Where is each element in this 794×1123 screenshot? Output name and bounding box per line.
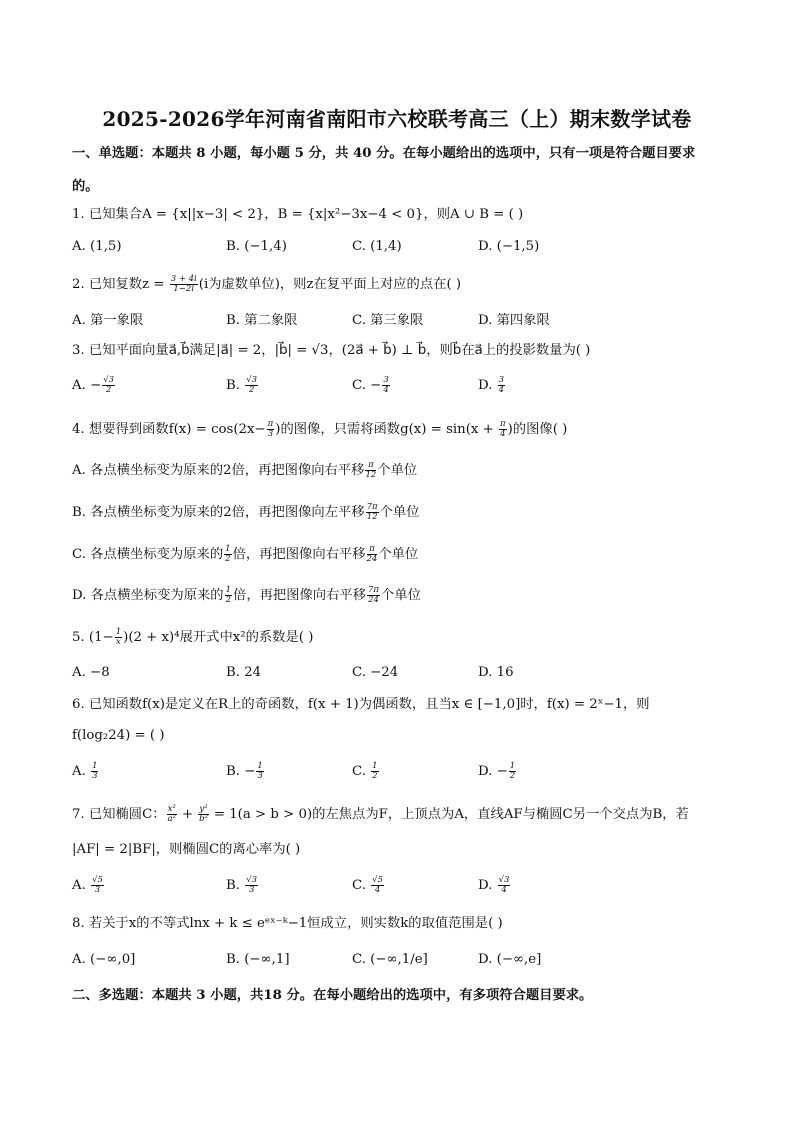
page-title: 2025-2026学年河南省南阳市六校联考高三（上）期末数学试卷 [102, 107, 692, 131]
question-3-stem: 3. 已知平面向量a⃗,b⃗满足|a⃗| = 2，|b⃗| = √3，(2a⃗ + b⃗) ⊥ b⃗，则b⃗在a⃗上的投影数量为( ) [72, 343, 591, 358]
q6-c-den: 2 [372, 771, 378, 781]
question-7-stem-line1 [72, 805, 732, 825]
question-6-stem-line2: f(log₂24) = ( ) [72, 728, 165, 743]
q7-stem-b: + [177, 807, 198, 822]
q5-frac-den: x [116, 637, 121, 647]
q3-b-label: B. [226, 378, 245, 393]
q6-c-frac [371, 762, 378, 781]
q2-option-a: A. 第一象限 [72, 313, 144, 328]
question-2-stem [72, 275, 732, 295]
q3-option-b [226, 376, 259, 396]
q6-option-b [226, 762, 265, 782]
q4-option-d [72, 586, 732, 606]
q3-d-num: 3 [498, 375, 505, 385]
q4-c-half-den: 2 [225, 554, 231, 564]
q3-c-label: C. [352, 378, 371, 393]
q7-stem-c: = 1(a > b > 0)的左焦点为F，上顶点为A，直线AF与椭圆C另一个交点为B，若 [209, 807, 689, 822]
q5-option-d: D. 16 [478, 665, 514, 680]
q7-b-den: 3 [248, 885, 255, 895]
q4-option-a [72, 461, 732, 481]
q3-a-sign: − [90, 378, 102, 393]
q4-d-post: 个单位 [381, 588, 421, 603]
q3-a-label: A. [72, 378, 91, 393]
q2-fraction [170, 275, 198, 294]
q2-frac-den: 1−2i [173, 284, 195, 294]
q2-option-c: C. 第三象限 [352, 313, 424, 328]
q5-stem-a: 5. (1− [72, 630, 114, 645]
q4-a-den: 12 [365, 470, 377, 480]
q7-frac-x [167, 805, 177, 824]
q6-a-frac [91, 762, 98, 781]
q6-c-num: 1 [372, 761, 378, 771]
q7-frac-y [198, 805, 208, 824]
q4-d-half-den: 2 [225, 595, 232, 605]
q3-c-den: 4 [383, 385, 389, 395]
q4-b-frac [366, 503, 379, 522]
q6-b-frac [256, 762, 263, 781]
q7-option-b [226, 876, 259, 896]
section-1-instructions: 一、单选题：本题共 8 小题，每小题 5 分，共 40 分。在每小题给出的选项中，只有一项是符合题目要求 [72, 146, 696, 161]
q7-a-den: 3 [94, 885, 101, 895]
q3-b-num: √3 [246, 375, 258, 385]
q7-option-a [72, 876, 105, 896]
q6-d-num: 1 [509, 761, 516, 771]
q7-stem-a: 7. 已知椭圆C： [72, 807, 166, 822]
q7-option-c [352, 876, 385, 896]
q4-stem-b: )的图像，只需将函数g(x) = sin(x + [275, 422, 499, 437]
q7-d-den: 4 [501, 885, 507, 895]
q6-d-frac [509, 762, 516, 781]
q4-a-num: π [365, 461, 376, 471]
q4-d-den: 24 [368, 595, 379, 605]
question-4-stem [72, 420, 732, 440]
q4-b-num: 7π [366, 502, 378, 512]
q4-a-frac [365, 461, 376, 480]
q2-frac-num: 3 + 4i [170, 274, 197, 284]
question-6-stem-line1: 6. 已知函数f(x)是定义在R上的奇函数，f(x + 1)为偶函数，且当x ∈ [−1,0]时，f(x) = 2ˣ−1，则 [72, 697, 650, 712]
q5-option-c: C. −24 [352, 665, 399, 680]
question-5-stem [72, 628, 732, 648]
q5-frac [115, 628, 122, 647]
q8-option-b: B. (−∞,1] [226, 952, 290, 967]
q4-option-c [72, 545, 732, 565]
question-7-stem-line2: |AF| = 2|BF|，则椭圆C的离心率为( ) [72, 842, 301, 857]
q5-stem-b: )(2 + x)⁴展开式中x²的系数是( ) [123, 630, 314, 645]
q6-option-c [352, 762, 380, 782]
q4-c-half-num: 1 [225, 544, 231, 554]
q4-stem-a: 4. 想要得到函数f(x) = cos(2x− [72, 422, 266, 437]
q4-b-den: 12 [366, 512, 378, 522]
q4-c-pre: C. 各点横坐标变为原来的 [72, 547, 224, 562]
q1-option-a: A. (1,5) [72, 239, 122, 254]
q1-option-c: C. (1,4) [352, 239, 402, 254]
q7-frac-y-num: y² [199, 804, 208, 814]
q4-c-den: 24 [366, 554, 378, 564]
q3-option-c [352, 376, 391, 396]
q1-option-b: B. (−1,4) [226, 239, 287, 254]
q6-b-sign: − [244, 764, 256, 779]
q4-c-mid: 倍，再把图像向右平移 [232, 547, 366, 562]
q4-c-half [224, 545, 231, 564]
q6-a-label: A. [72, 764, 91, 779]
section-2-instructions: 二、多选题：本题共 3 小题，共18 分。在每小题给出的选项中，有多项符合题目要求。 [72, 988, 593, 1003]
q3-a-den: 2 [105, 385, 112, 395]
q6-c-label: C. [352, 764, 371, 779]
q8-option-d: D. (−∞,e] [478, 952, 542, 967]
question-1-stem: 1. 已知集合A = {x||x−3| < 2}，B = {x|x²−3x−4 < 0}，则A ∪ B = ( ) [72, 207, 524, 222]
q7-a-label: A. [72, 878, 91, 893]
q4-frac1-num: π [267, 419, 274, 429]
q4-d-mid: 倍，再把图像向右平移 [233, 588, 366, 603]
q4-d-num: 7π [368, 585, 379, 595]
q4-c-num: π [367, 545, 378, 555]
q2-stem-text-2: (i为虚数单位)，则z在复平面上对应的点在( ) [198, 277, 462, 292]
q3-d-frac [498, 376, 505, 395]
q6-d-den: 2 [509, 771, 516, 781]
q1-option-d: D. (−1,5) [478, 239, 540, 254]
q7-frac-x-num: x² [167, 804, 176, 814]
q6-option-a [72, 762, 99, 782]
q7-c-frac [371, 876, 384, 895]
q7-c-num: √5 [372, 875, 383, 885]
q7-b-num: √3 [246, 875, 258, 885]
q6-option-d [478, 762, 517, 782]
q4-frac2-den: 4 [500, 429, 506, 439]
q4-a-post: 个单位 [377, 463, 418, 478]
q7-c-den: 4 [374, 885, 381, 895]
q7-c-label: C. [352, 878, 371, 893]
q4-d-half-num: 1 [225, 585, 232, 595]
q3-option-a [72, 376, 116, 396]
q4-c-post: 个单位 [378, 547, 419, 562]
q4-a-pre: A. 各点横坐标变为原来的2倍，再把图像向右平移 [72, 463, 365, 478]
q3-d-den: 4 [498, 385, 505, 395]
q6-b-label: B. [226, 764, 245, 779]
q7-option-d [478, 876, 511, 896]
q3-d-label: D. [478, 378, 497, 393]
q4-b-pre: B. 各点横坐标变为原来的2倍，再把图像向左平移 [72, 505, 365, 520]
q4-d-half [225, 586, 232, 605]
q4-frac2-num: π [500, 419, 506, 429]
q3-c-num: 3 [383, 375, 389, 385]
section-1-instructions-cont: 的。 [72, 179, 99, 194]
q4-frac-2 [499, 420, 507, 439]
q7-a-frac [91, 876, 104, 895]
q3-b-den: 2 [248, 385, 255, 395]
q2-option-b: B. 第二象限 [226, 313, 298, 328]
q7-frac-x-den: a² [167, 814, 176, 824]
q7-d-num: √3 [498, 875, 510, 885]
q4-frac-1 [267, 420, 275, 439]
q6-d-sign: − [496, 764, 508, 779]
q5-option-a: A. −8 [72, 665, 110, 680]
q4-option-b [72, 503, 732, 523]
q7-a-num: √5 [92, 875, 103, 885]
q6-a-num: 1 [92, 761, 98, 771]
q7-frac-y-den: b² [199, 814, 208, 824]
q2-stem-text: 2. 已知复数z = [72, 277, 169, 292]
q6-b-den: 3 [257, 771, 263, 781]
q4-d-pre: D. 各点横坐标变为原来的 [72, 588, 224, 603]
q7-d-label: D. [478, 878, 497, 893]
q4-c-frac [367, 545, 378, 564]
q3-a-num: √3 [103, 375, 115, 385]
q4-d-frac [367, 586, 380, 605]
q4-b-post: 个单位 [379, 505, 420, 520]
q5-option-b: B. 24 [226, 665, 262, 680]
q6-b-num: 1 [257, 761, 263, 771]
q2-option-d: D. 第四象限 [478, 313, 550, 328]
q3-c-frac [382, 376, 389, 395]
q3-option-d [478, 376, 506, 396]
q6-a-den: 3 [92, 771, 98, 781]
q3-c-sign: − [370, 378, 382, 393]
q4-frac1-den: 3 [267, 429, 274, 439]
q4-stem-c: )的图像( ) [507, 422, 568, 437]
q7-d-frac [498, 876, 511, 895]
question-8-stem: 8. 若关于x的不等式lnx + k ≤ eᵉˣ⁻ᵏ−1恒成立，则实数k的取值范围是( ) [72, 916, 503, 931]
q6-d-label: D. [478, 764, 497, 779]
q8-option-a: A. (−∞,0] [72, 952, 136, 967]
q3-a-frac [102, 376, 115, 395]
q3-b-frac [245, 376, 258, 395]
q7-b-frac [245, 876, 258, 895]
q8-option-c: C. (−∞,1/e] [352, 952, 428, 967]
q7-b-label: B. [226, 878, 245, 893]
q5-frac-num: 1 [115, 627, 122, 637]
